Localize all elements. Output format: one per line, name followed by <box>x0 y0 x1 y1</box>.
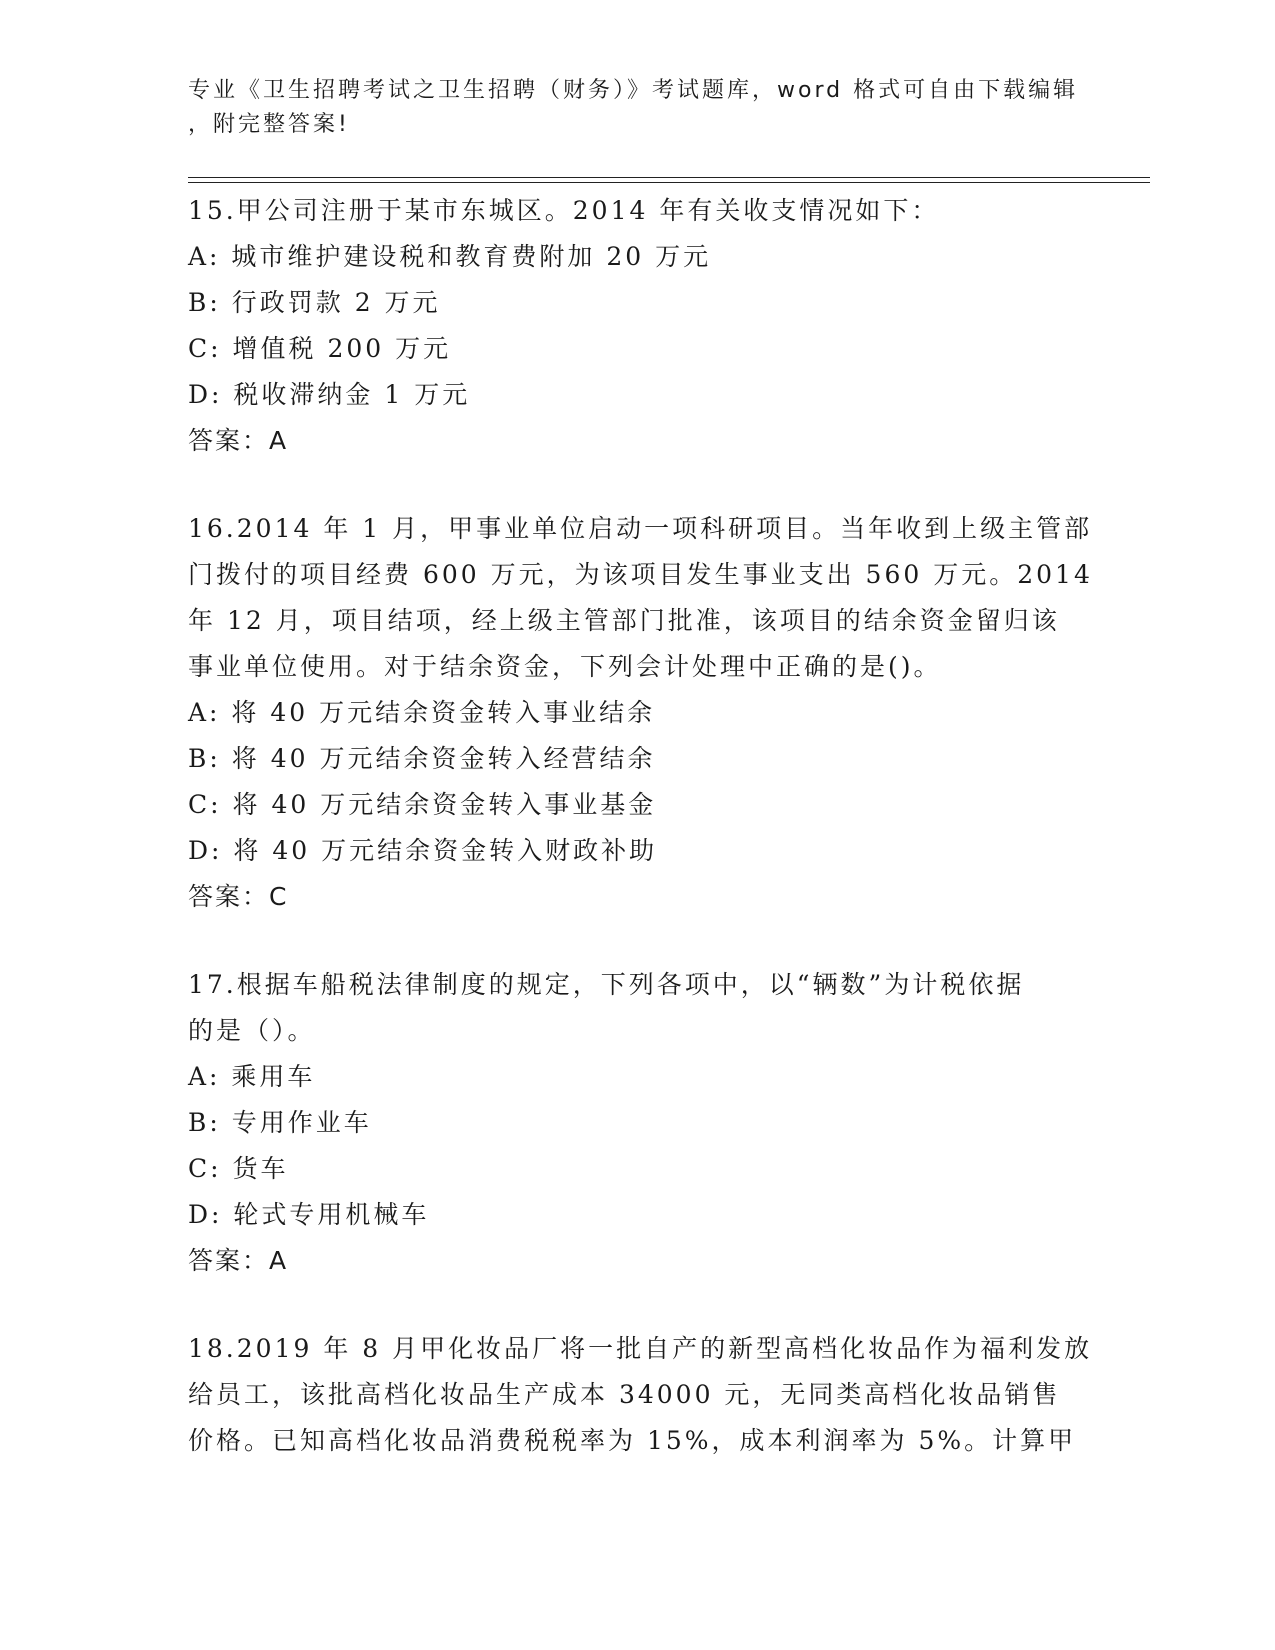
answer-line: 答案：A <box>188 1246 289 1275</box>
option-d: D: 税收滞纳金 1 万元 <box>188 380 471 409</box>
question-stem-line: 的是（）。 <box>188 1016 316 1045</box>
question-stem-line: 年 12 月，项目结项，经上级主管部门批准，该项目的结余资金留归该 <box>188 606 1060 635</box>
question-17 <box>188 962 1088 1284</box>
option-d: D: 轮式专用机械车 <box>188 1200 430 1229</box>
option-a: A: 乘用车 <box>188 1062 316 1091</box>
option-b: B: 专用作业车 <box>188 1108 372 1137</box>
question-stem-line: 15.甲公司注册于某市东城区。2014 年有关收支情况如下： <box>188 196 940 225</box>
header-divider-bottom <box>188 182 1150 183</box>
option-a: A: 城市维护建设税和教育费附加 20 万元 <box>188 242 712 271</box>
question-stem-line: 18.2019 年 8 月甲化妆品厂将一批自产的新型高档化妆品作为福利发放 <box>188 1334 1093 1363</box>
question-15 <box>188 188 1088 464</box>
question-18 <box>188 1326 1093 1464</box>
option-c: C: 增值税 200 万元 <box>188 334 452 363</box>
option-b: B: 行政罚款 2 万元 <box>188 288 441 317</box>
question-stem-line: 16.2014 年 1 月，甲事业单位启动一项科研项目。当年收到上级主管部 <box>188 514 1093 543</box>
option-a: A: 将 40 万元结余资金转入事业结余 <box>188 698 656 727</box>
option-b: B: 将 40 万元结余资金转入经营结余 <box>188 744 656 773</box>
option-c: C: 货车 <box>188 1154 289 1183</box>
header-divider-top <box>188 177 1150 178</box>
question-stem-line: 门拨付的项目经费 600 万元，为该项目发生事业支出 560 万元。2014 <box>188 560 1093 589</box>
header-line-2: ，附完整答案! <box>188 112 350 137</box>
answer-line: 答案：A <box>188 426 289 455</box>
header-line-1: 专业《卫生招聘考试之卫生招聘（财务）》考试题库，word 格式可自由下载编辑 <box>188 78 1079 103</box>
question-stem-line: 17.根据车船税法律制度的规定，下列各项中，以“辆数”为计税依据 <box>188 970 1025 999</box>
option-d: D: 将 40 万元结余资金转入财政补助 <box>188 836 658 865</box>
question-stem-line: 给员工，该批高档化妆品生产成本 34000 元，无同类高档化妆品销售 <box>188 1380 1061 1409</box>
option-c: C: 将 40 万元结余资金转入事业基金 <box>188 790 657 819</box>
question-stem-line: 事业单位使用。对于结余资金，下列会计处理中正确的是()。 <box>188 652 942 681</box>
answer-line: 答案：C <box>188 882 289 911</box>
question-16 <box>188 506 1093 920</box>
document-header <box>188 74 1088 142</box>
question-stem-line: 价格。已知高档化妆品消费税税率为 15%，成本利润率为 5%。计算甲 <box>188 1426 1077 1455</box>
